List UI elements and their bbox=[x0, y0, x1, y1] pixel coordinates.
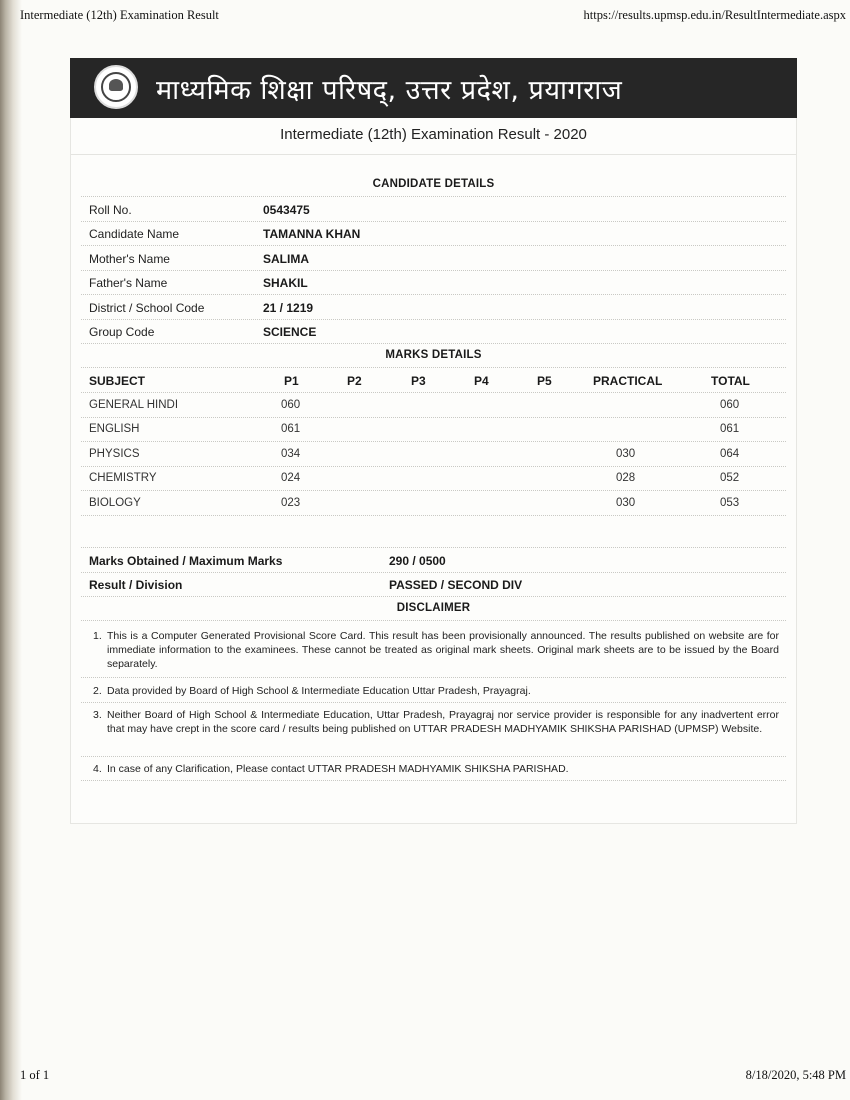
marks-obtained-value: 290 / 0500 bbox=[389, 554, 446, 568]
print-header bbox=[20, 8, 846, 26]
disclaimer-item bbox=[93, 762, 779, 776]
disclaimer-number: 1. bbox=[93, 630, 102, 642]
disclaimer-number: 4. bbox=[93, 763, 102, 775]
board-emblem-icon bbox=[94, 65, 138, 109]
col-p4: P4 bbox=[474, 374, 489, 388]
result-division-label: Result / Division bbox=[89, 578, 183, 592]
disclaimer-item bbox=[93, 708, 779, 736]
table-row-total: 052 bbox=[720, 472, 740, 484]
group-code-value: SCIENCE bbox=[263, 325, 317, 339]
disclaimer-text: This is a Computer Generated Provisional Score Card. This result has been provisionally announced. The results published on website are for immediate information to the examinees. These cannot be treated as original mark sheets. Original mark sheets are to be issued by the Board separately. bbox=[107, 630, 779, 670]
scan-edge bbox=[0, 0, 22, 1100]
title-divider bbox=[71, 154, 796, 155]
disclaimer-text: In case of any Clarification, Please contact UTTAR PRADESH MADHYAMIK SHIKSHA PARISHAD. bbox=[107, 763, 569, 775]
col-p1: P1 bbox=[284, 374, 299, 388]
candidate-name-value: TAMANNA KHAN bbox=[263, 227, 361, 241]
print-page-title: Intermediate (12th) Examination Result bbox=[20, 8, 219, 22]
candidate-details-heading: CANDIDATE DETAILS bbox=[372, 178, 495, 190]
table-row-subject: CHEMISTRY bbox=[89, 472, 157, 484]
disclaimer-item bbox=[93, 629, 779, 671]
col-p3: P3 bbox=[411, 374, 426, 388]
table-row-total: 053 bbox=[720, 497, 740, 509]
table-row-practical: 028 bbox=[616, 472, 636, 484]
table-row-p1: 034 bbox=[281, 448, 301, 460]
father-name-value: SHAKIL bbox=[263, 276, 308, 290]
disclaimer-number: 3. bbox=[93, 709, 102, 721]
col-p5: P5 bbox=[537, 374, 552, 388]
father-name-label: Father's Name bbox=[89, 276, 168, 290]
result-title: Intermediate (12th) Examination Result - 2020 bbox=[280, 126, 587, 143]
result-division-value: PASSED / SECOND DIV bbox=[389, 578, 523, 592]
table-row-total: 061 bbox=[720, 423, 740, 435]
disclaimer-heading: DISCLAIMER bbox=[396, 602, 471, 614]
col-total: TOTAL bbox=[711, 374, 750, 388]
group-code-label: Group Code bbox=[89, 325, 155, 339]
col-practical: PRACTICAL bbox=[593, 374, 663, 388]
table-row-p1: 060 bbox=[281, 399, 301, 411]
district-school-label: District / School Code bbox=[89, 301, 205, 315]
table-row-total: 060 bbox=[720, 399, 740, 411]
print-page-count: 1 of 1 bbox=[20, 1068, 50, 1082]
table-row-subject: ENGLISH bbox=[89, 423, 140, 435]
print-footer bbox=[20, 1068, 846, 1086]
marks-details-heading: MARKS DETAILS bbox=[385, 349, 482, 361]
table-row-practical: 030 bbox=[616, 448, 636, 460]
result-card bbox=[70, 118, 797, 824]
candidate-name-label: Candidate Name bbox=[89, 227, 180, 241]
table-row-subject: BIOLOGY bbox=[89, 497, 141, 509]
col-subject: SUBJECT bbox=[89, 374, 146, 388]
disclaimer-number: 2. bbox=[93, 685, 102, 697]
roll-no-value: 0543475 bbox=[263, 203, 310, 217]
table-row-practical: 030 bbox=[616, 497, 636, 509]
table-row-subject: GENERAL HINDI bbox=[89, 399, 179, 411]
mother-name-value: SALIMA bbox=[263, 252, 309, 266]
mother-name-label: Mother's Name bbox=[89, 252, 170, 266]
print-url: https://results.upmsp.edu.in/ResultIntermediate.aspx bbox=[583, 8, 846, 22]
print-datetime: 8/18/2020, 5:48 PM bbox=[745, 1068, 846, 1082]
roll-no-label: Roll No. bbox=[89, 203, 132, 217]
table-row-p1: 024 bbox=[281, 472, 301, 484]
disclaimer-text: Neither Board of High School & Intermediate Education, Uttar Pradesh, Prayagraj nor service provider is responsible for any inadvertent error that may have crept in the score card / results being published on UTTAR PRADESH MADHYAMIK SHIKSHA PARISHAD (UPMSP) Website. bbox=[107, 709, 779, 735]
board-name: माध्यमिक शिक्षा परिषद्, उत्तर प्रदेश, प्रयागराज bbox=[156, 75, 623, 106]
col-p2: P2 bbox=[347, 374, 362, 388]
table-row-total: 064 bbox=[720, 448, 740, 460]
table-row-p1: 023 bbox=[281, 497, 301, 509]
disclaimer-text: Data provided by Board of High School & Intermediate Education Uttar Pradesh, Prayagraj. bbox=[107, 685, 531, 697]
board-banner bbox=[70, 58, 797, 118]
table-row-p1: 061 bbox=[281, 423, 301, 435]
marks-obtained-label: Marks Obtained / Maximum Marks bbox=[89, 554, 283, 568]
district-school-value: 21 / 1219 bbox=[263, 301, 314, 315]
disclaimer-item bbox=[93, 684, 779, 698]
table-row-subject: PHYSICS bbox=[89, 448, 140, 460]
